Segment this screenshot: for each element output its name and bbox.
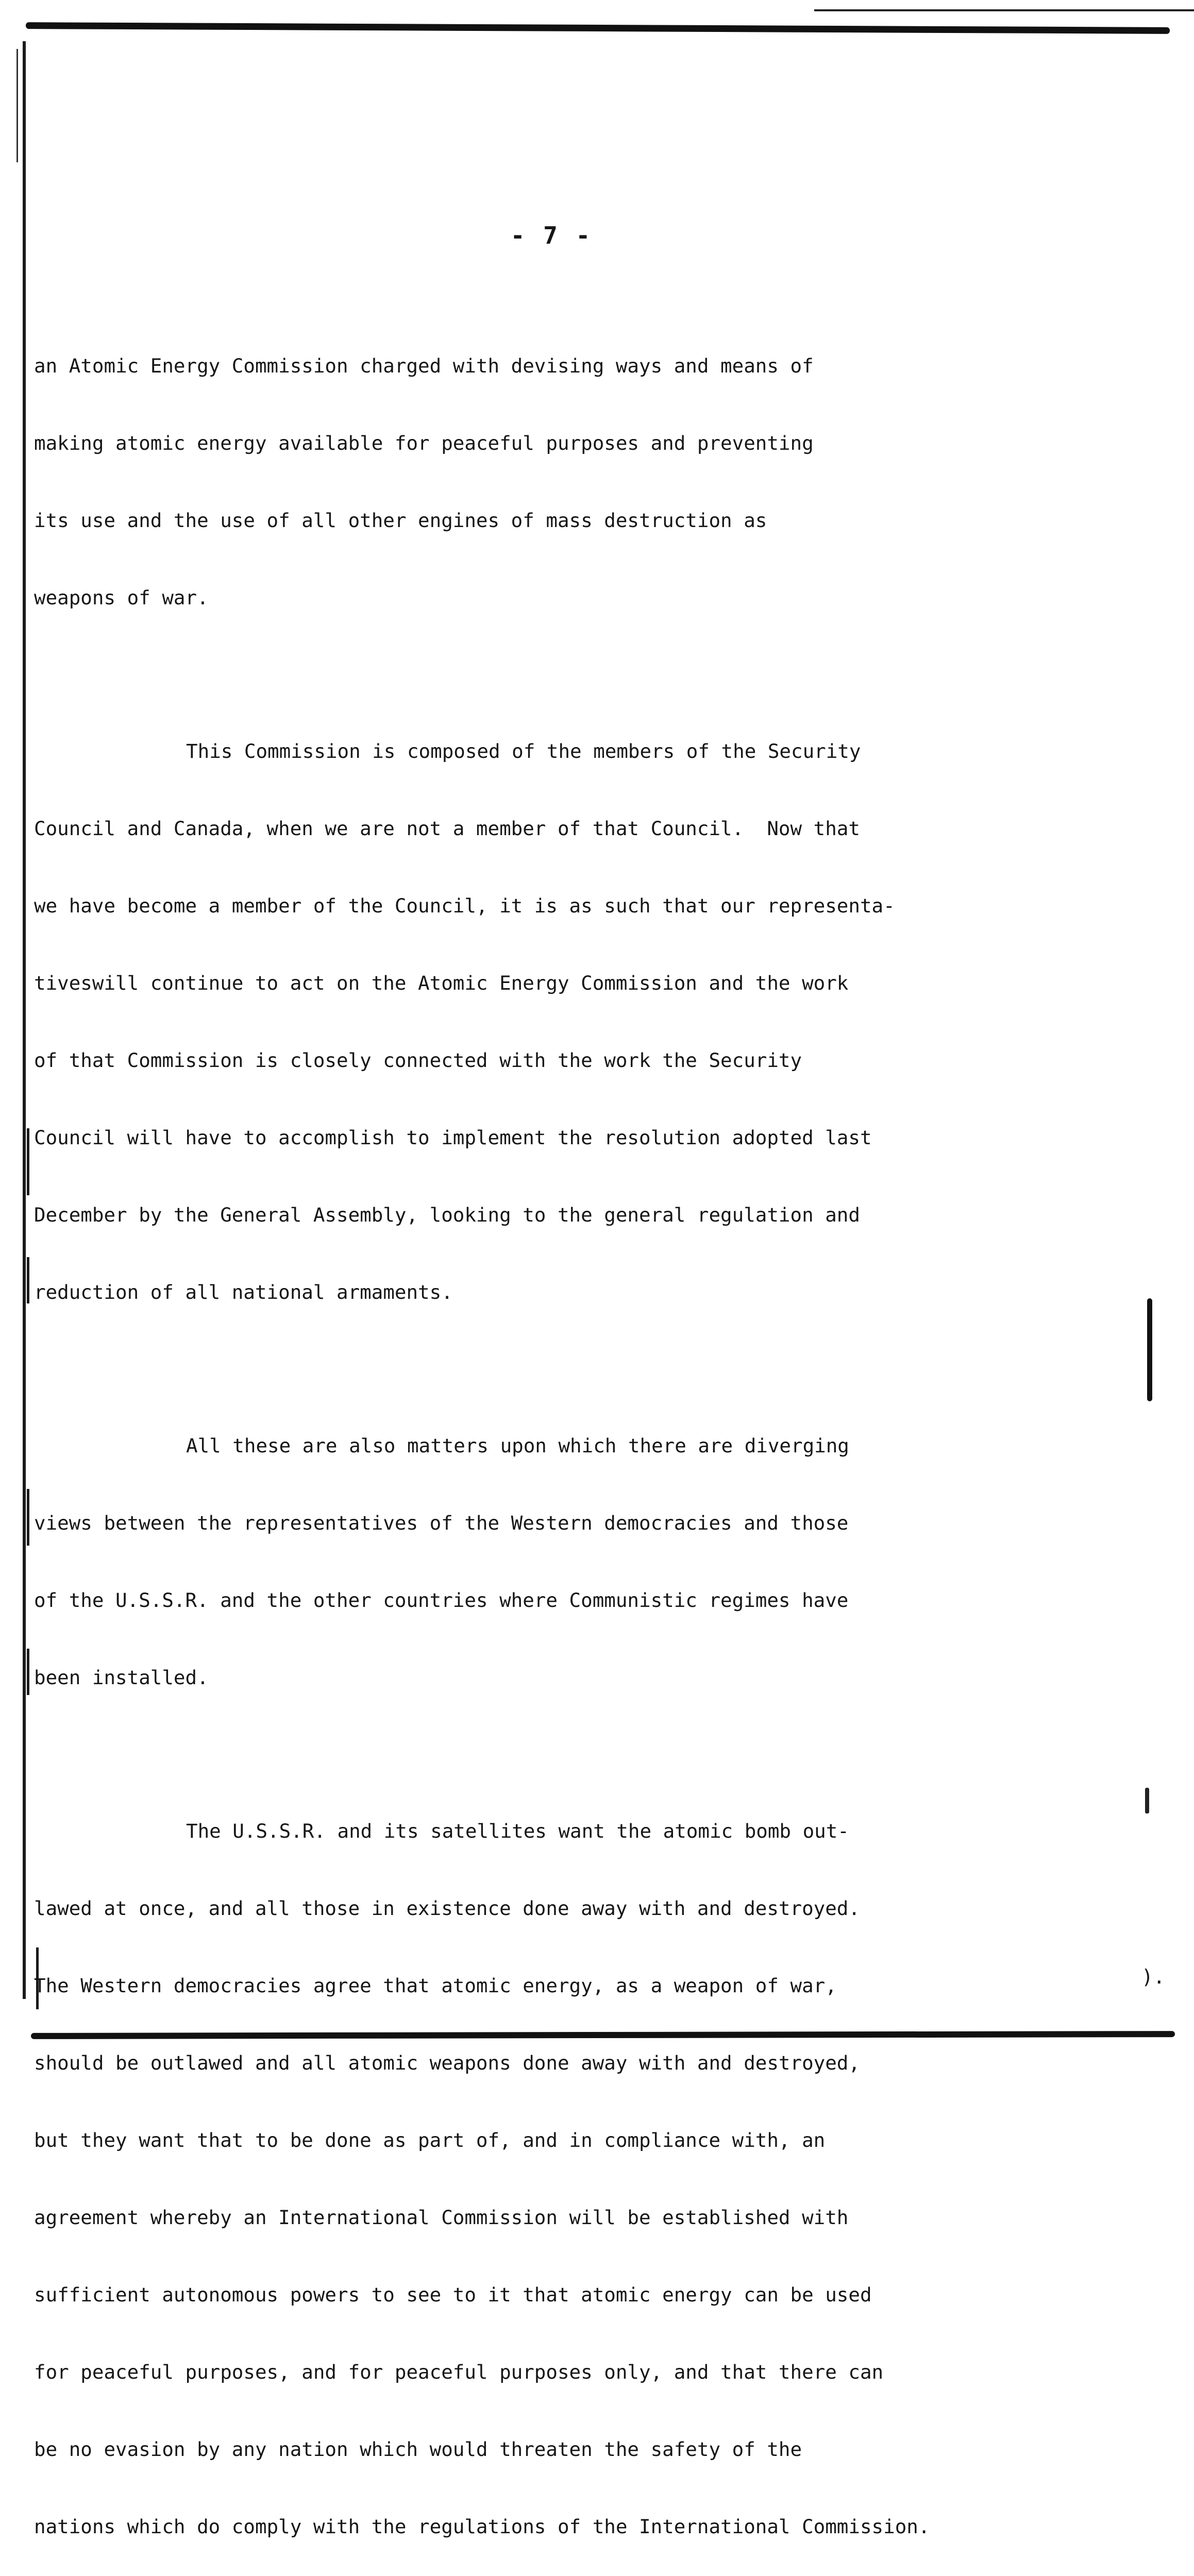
text-line: This Commission is composed of the members of the Security: [186, 740, 861, 762]
margin-mark: [1145, 1788, 1149, 1814]
text-line: The Western democracies agree that atomic energy, as a weapon of war,: [34, 1974, 837, 1997]
text-line: been installed.: [34, 1666, 209, 1689]
margin-tick: [27, 1128, 29, 1195]
text-line: of that Commission is closely connected with the work the Security: [34, 1049, 802, 1072]
margin-tick: [27, 1257, 29, 1303]
text-line: we have become a member of the Council, it is as such that our representa-: [34, 894, 895, 917]
margin-tick: [27, 1649, 29, 1695]
text-line: All these are also matters upon which there are diverging: [186, 1434, 849, 1457]
text-line: Council will have to accomplish to implement the resolution adopted last: [34, 1126, 872, 1149]
text-line: for peaceful purposes, and for peaceful purposes only, and that there can: [34, 2361, 884, 2383]
text-line: The U.S.S.R. and its satellites want the atomic bomb out-: [186, 1820, 849, 1842]
margin-mark-text: ).: [1141, 1965, 1165, 1988]
margin-tick: [27, 1489, 29, 1546]
paragraph: [34, 687, 1075, 1357]
text-line: weapons of war.: [34, 586, 209, 609]
text-line: views between the representatives of the Western democracies and those: [34, 1512, 849, 1534]
text-line: December by the General Assembly, looking to the general regulation and: [34, 1204, 860, 1226]
page-number: - 7 -: [510, 222, 593, 249]
top-edge-line: [814, 9, 1194, 11]
left-border-rule: [23, 41, 26, 1999]
top-border-rule: [26, 22, 1170, 34]
left-edge-mark: [16, 49, 18, 162]
paragraph: [34, 1381, 1075, 1742]
text-line: reduction of all national armaments.: [34, 1281, 453, 1303]
margin-bracket-mark: [1147, 1298, 1152, 1401]
text-line: its use and the use of all other engines of mass destruction as: [34, 509, 767, 532]
text-line: making atomic energy available for peaceful purposes and preventing: [34, 432, 814, 454]
text-line: should be outlawed and all atomic weapons done away with and destroyed,: [34, 2052, 860, 2074]
text-line: sufficient autonomous powers to see to it that atomic energy can be used: [34, 2283, 872, 2306]
paragraph: [34, 1767, 1075, 2576]
paragraph: [34, 301, 1075, 662]
text-line: of the U.S.S.R. and the other countries where Communistic regimes have: [34, 1589, 849, 1612]
text-line: but they want that to be done as part of, and in compliance with, an: [34, 2129, 826, 2151]
text-line: be no evasion by any nation which would threaten the safety of the: [34, 2438, 802, 2461]
text-line: lawed at once, and all those in existence done away with and destroyed.: [34, 1897, 860, 1920]
document-body: [34, 301, 1075, 2576]
text-line: tiveswill continue to act on the Atomic Energy Commission and the work: [34, 972, 849, 994]
text-line: Council and Canada, when we are not a member of that Council. Now that: [34, 817, 860, 840]
text-line: an Atomic Energy Commission charged with devising ways and means of: [34, 354, 814, 377]
text-line: nations which do comply with the regulations of the International Commission.: [34, 2515, 930, 2538]
text-line: agreement whereby an International Commission will be established with: [34, 2206, 849, 2229]
